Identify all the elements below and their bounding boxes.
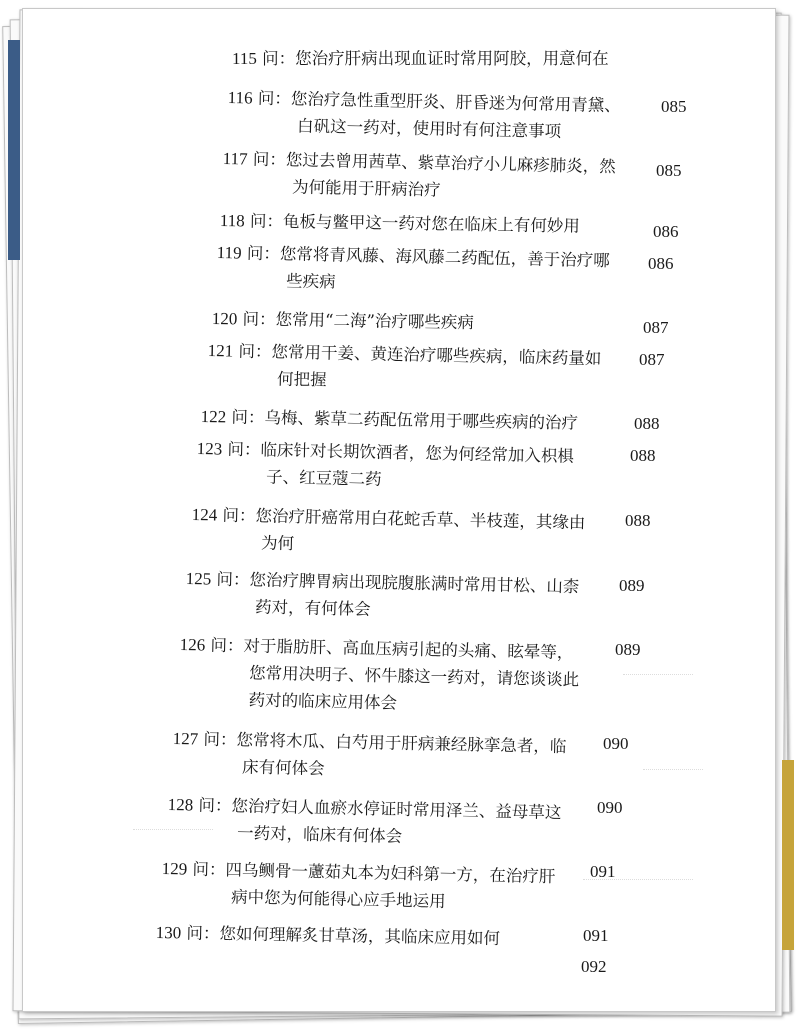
entry-title: 您过去曾用茜草、紫草治疗小儿麻疹肺炎，然	[285, 150, 616, 177]
toc-entry[interactable]	[212, 305, 800, 341]
entry-marker: 问：	[238, 341, 272, 362]
toc-entry[interactable]	[161, 855, 762, 922]
entry-title-continued: 子、红豆蔻二药	[265, 467, 382, 489]
entry-number: 124	[191, 504, 218, 525]
entry-title-continued: 床有何体会	[241, 757, 325, 779]
entry-marker: 问：	[210, 635, 244, 656]
entry-number: 117	[222, 148, 248, 169]
entry-marker: 问：	[198, 795, 232, 816]
entry-marker: 问：	[257, 88, 292, 109]
entry-marker: 问：	[242, 309, 276, 329]
entry-title: 您常将木瓜、白芍用于肝病兼经脉挛急者，临	[236, 730, 567, 757]
entry-number: 129	[161, 858, 188, 879]
entry-title: 四乌鲗骨一藘茹丸本为妇科第一方，在治疗肝	[225, 860, 556, 887]
entry-number: 130	[155, 922, 182, 943]
page-number: 088	[625, 511, 651, 530]
toc-entry[interactable]	[191, 501, 792, 568]
page-number: 087	[643, 318, 669, 337]
page-number: 086	[648, 254, 674, 273]
toc-entry[interactable]	[216, 239, 800, 306]
page-number: 089	[615, 640, 641, 659]
entry-number: 116	[227, 87, 253, 108]
entry-marker: 问：	[203, 729, 237, 750]
entry-title-continued: 白矾这一药对，使用时有何注意事项	[296, 116, 562, 141]
entry-marker: 问：	[216, 569, 250, 590]
entry-title-continued: 为何能用于肝病治疗	[291, 177, 441, 200]
entry-title: 您如何理解炙甘草汤，其临床应用如何	[219, 924, 501, 949]
entry-title: 您常用干姜、黄连治疗哪些疾病，临床药量如	[271, 342, 602, 369]
entry-number: 126	[179, 634, 206, 655]
toc-entry[interactable]	[178, 631, 780, 725]
entry-marker: 问：	[246, 243, 281, 264]
page-number: 088	[634, 414, 660, 433]
toc-entry[interactable]	[232, 45, 800, 72]
entry-title: 临床针对长期饮酒者，您为何经常加入枳椇	[260, 440, 575, 466]
entry-marker: 问：	[192, 859, 226, 880]
toc-entry[interactable]	[227, 84, 800, 151]
entry-number: 118	[219, 210, 245, 231]
page-number: 087	[639, 350, 665, 369]
entry-number: 119	[216, 242, 242, 263]
toc-entry[interactable]	[220, 207, 800, 243]
entry-number: 121	[207, 340, 234, 361]
page-number: 088	[630, 446, 656, 465]
entry-title: 乌梅、紫草二药配伍常用于哪些疾病的治疗	[264, 408, 579, 433]
entry-title: 您常用“二海”治疗哪些疾病	[275, 310, 475, 333]
entry-number: 120	[211, 308, 238, 329]
entry-title: 您治疗妇人血瘀水停证时常用泽兰、益母草这	[231, 796, 562, 823]
entry-title-continued: 为何	[260, 533, 295, 554]
entry-title-continued: 些疾病	[285, 271, 336, 292]
toc-entry[interactable]	[201, 403, 800, 440]
page-number: 091	[583, 926, 609, 945]
entry-number: 123	[196, 438, 223, 459]
page-number: 090	[597, 798, 623, 817]
toc-entry[interactable]	[167, 791, 768, 858]
toc-entry[interactable]	[222, 145, 800, 212]
page-number: 091	[590, 862, 616, 881]
entry-number: 128	[167, 794, 194, 815]
entry-marker: 问：	[186, 923, 220, 944]
entry-title-continued: 您常用决明子、怀牛膝这一药对，请您谈谈此	[248, 663, 580, 690]
entry-title-continued: 一药对，临床有何体会	[236, 823, 403, 846]
toc-entry[interactable]	[196, 435, 797, 502]
entry-title: 您常将青风藤、海风藤二药配伍，善于治疗哪	[279, 244, 610, 271]
entry-title-continued: 病中您为何能得心应手地运用	[230, 887, 446, 911]
entry-title: 您治疗急性重型肝炎、肝昏迷为何常用青黛、	[290, 89, 621, 116]
entry-number: 122	[200, 406, 227, 427]
page-number: 090	[603, 734, 629, 753]
entry-marker: 问：	[249, 211, 284, 231]
page-number: 085	[656, 161, 682, 180]
page-number: 089	[619, 576, 645, 595]
entry-title-continued: 何把握	[276, 369, 327, 390]
toc-page	[22, 8, 776, 1012]
toc-entry[interactable]	[172, 725, 773, 792]
page-number: 085	[661, 97, 687, 116]
book-cover-edge	[782, 760, 794, 950]
entry-title: 您治疗脾胃病出现脘腹胀满时常用甘松、山柰	[249, 570, 580, 597]
entry-marker: 问：	[262, 49, 296, 68]
page-number: 092	[581, 957, 607, 976]
entry-marker: 问：	[222, 505, 256, 526]
book-spine-edge	[8, 40, 20, 260]
toc-entry[interactable]	[207, 337, 800, 404]
entry-marker: 问：	[227, 439, 261, 460]
entry-marker: 问：	[252, 149, 287, 170]
entry-number: 127	[172, 728, 199, 749]
page-number: 086	[653, 222, 679, 241]
toc-entry[interactable]	[185, 565, 786, 632]
entry-title: 您治疗肝癌常用白花蛇舌草、半枝莲，其缘由	[255, 506, 586, 533]
entry-title: 您治疗肝病出现血证时常用阿胶，用意何在	[295, 49, 609, 68]
entry-title: 龟板与鳖甲这一药对您在临床上有何妙用	[282, 211, 581, 236]
entry-title-continued: 药对的临床应用体会	[248, 690, 398, 713]
entry-number: 115	[232, 49, 257, 68]
entry-title-continued: 药对，有何体会	[254, 597, 371, 619]
entry-title: 对于脂肪肝、高血压病引起的头痛、眩晕等，	[243, 636, 574, 663]
toc-entry[interactable]	[156, 919, 756, 956]
entry-number: 125	[185, 568, 212, 589]
entry-marker: 问：	[231, 407, 265, 428]
